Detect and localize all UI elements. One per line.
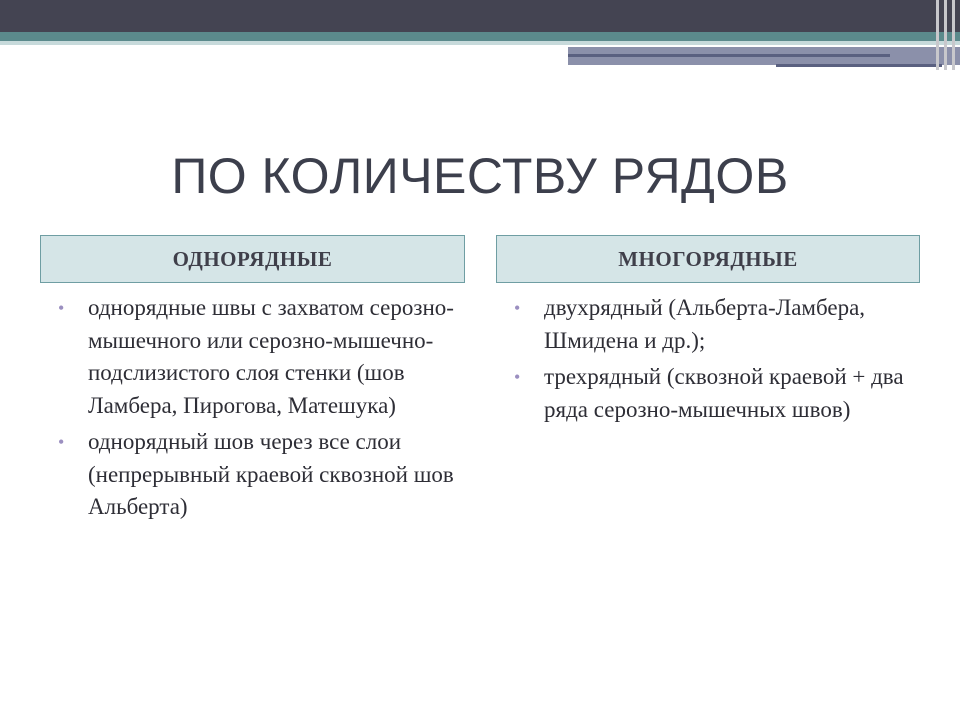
header-band bbox=[0, 0, 960, 70]
column-header-multi-row: МНОГОРЯДНЫЕ bbox=[496, 235, 920, 283]
list-item bbox=[514, 292, 914, 357]
column-header-single-row: ОДНОРЯДНЫЕ bbox=[40, 235, 465, 283]
slide-title: ПО КОЛИЧЕСТВУ РЯДОВ bbox=[171, 148, 789, 204]
list-item bbox=[514, 361, 914, 426]
header-vertical-line bbox=[944, 0, 947, 70]
header-vertical-line bbox=[952, 0, 955, 70]
bullet-dot-icon: • bbox=[514, 298, 521, 318]
list-item-text: однорядные швы с захватом серозно-мышечного или серозно-мышечно-подслизистого слоя стенки (шов Ламбера, Пирогова, Матешука) bbox=[88, 295, 454, 418]
list-item-text: трехрядный (сквозной краевой + два ряда серозно-мышечных швов) bbox=[544, 364, 904, 422]
header-teal-stripe bbox=[0, 32, 960, 41]
list-item bbox=[58, 426, 458, 524]
bullet-dot-icon: • bbox=[58, 298, 65, 318]
list-item-text: двухрядный (Альберта-Ламбера, Шмидена и др.); bbox=[544, 295, 866, 353]
header-slate-line bbox=[568, 54, 890, 57]
bullet-dot-icon: • bbox=[58, 432, 65, 452]
list-item bbox=[58, 292, 458, 422]
bullet-dot-icon: • bbox=[514, 367, 521, 387]
header-vertical-line bbox=[936, 0, 939, 70]
bullet-list-multi-row bbox=[514, 292, 914, 430]
header-dark-stripe bbox=[0, 0, 960, 32]
bullet-list-single-row bbox=[58, 292, 458, 528]
header-slate-line-short bbox=[776, 64, 942, 67]
header-divider-line bbox=[568, 45, 960, 47]
list-item-text: однорядный шов через все слои (непрерывный краевой сквозной шов Альберта) bbox=[88, 429, 454, 519]
